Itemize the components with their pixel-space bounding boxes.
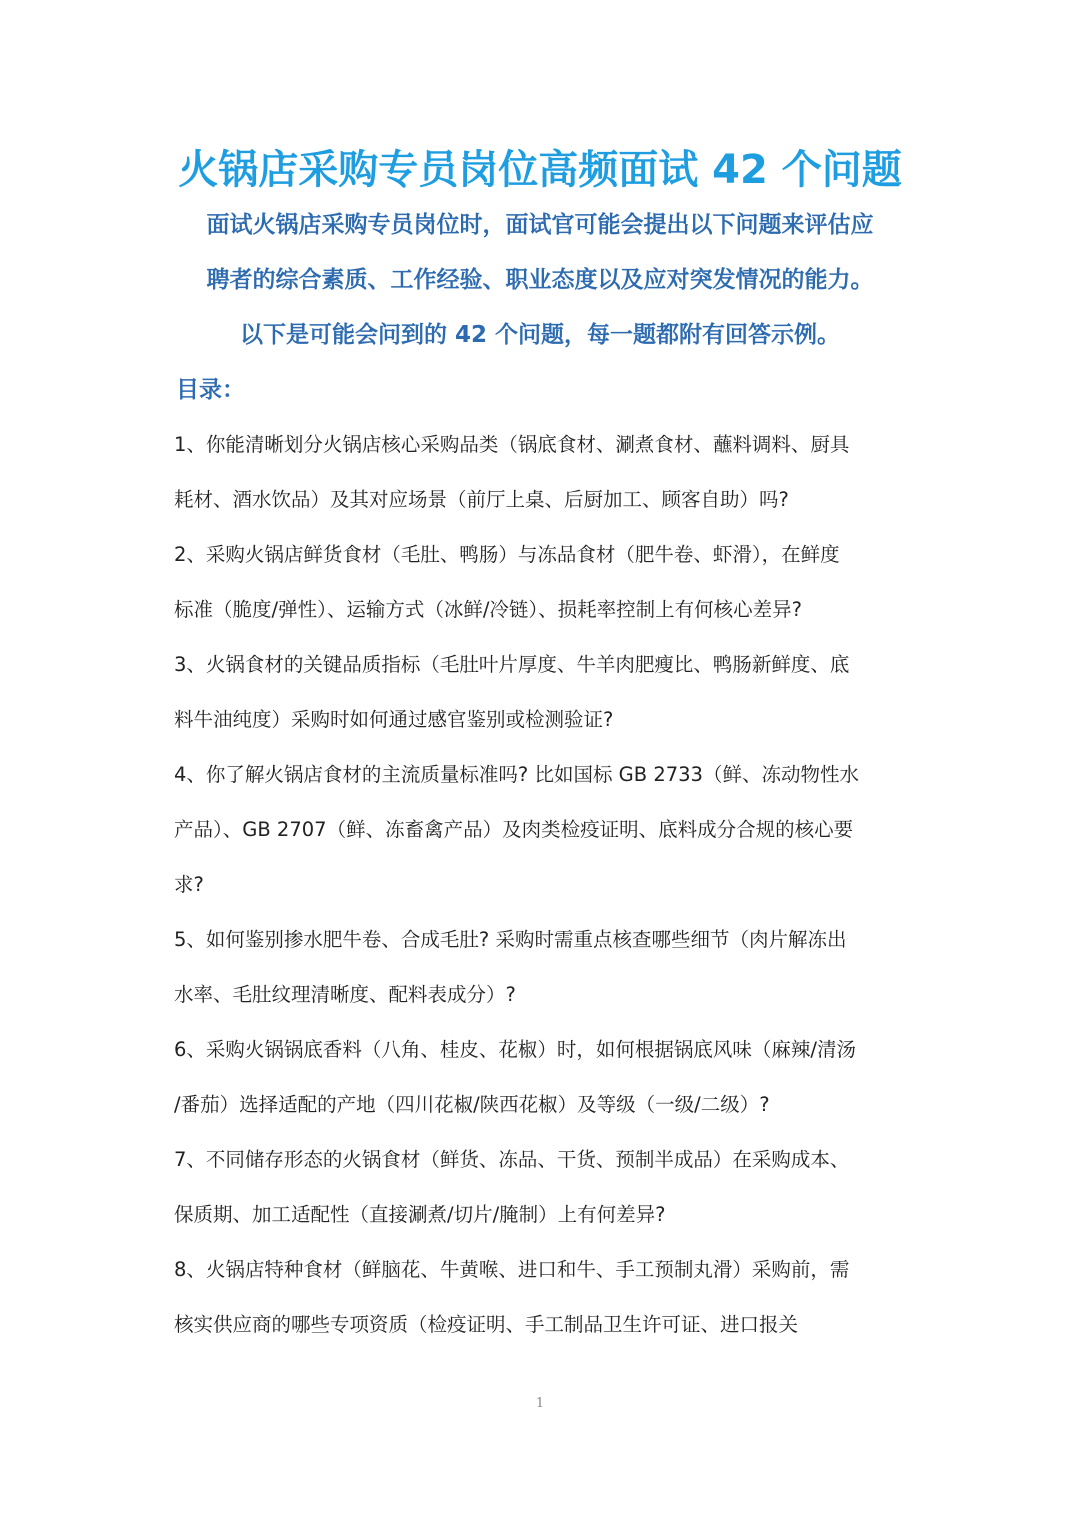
question-line: 保质期、加工适配性（直接涮煮/切片/腌制）上有何差异? [174, 1203, 666, 1226]
intro-line-2: 聘者的综合素质、工作经验、职业态度以及应对突发情况的能力。 [206, 267, 874, 293]
question-line: 核实供应商的哪些专项资质（检疫证明、手工制品卫生许可证、进口报关 [174, 1313, 799, 1336]
intro-line-1: 面试火锅店采购专员岗位时，面试官可能会提出以下问题来评估应 [206, 212, 874, 238]
question-line: 3、火锅食材的关键品质指标（毛肚叶片厚度、牛羊肉肥瘦比、鸭肠新鲜度、底 [174, 653, 850, 676]
question-line: 求? [174, 873, 204, 896]
question-line: 5、如何鉴别掺水肥牛卷、合成毛肚? 采购时需重点核查哪些细节（肉片解冻出 [174, 928, 847, 951]
question-line: 产品）、GB 2707（鲜、冻畜禽产品）及肉类检疫证明、底料成分合规的核心要 [174, 818, 854, 841]
question-line: 6、采购火锅锅底香料（八角、桂皮、花椒）时，如何根据锅底风味（麻辣/清汤 [174, 1038, 856, 1061]
question-line: 2、采购火锅店鲜货食材（毛肚、鸭肠）与冻品食材（肥牛卷、虾滑），在鲜度 [174, 543, 840, 566]
question-line: 标准（脆度/弹性）、运输方式（冰鲜/冷链）、损耗率控制上有何核心差异? [174, 598, 802, 621]
question-line: 4、你了解火锅店食材的主流质量标准吗? 比如国标 GB 2733（鲜、冻动物性水 [174, 763, 859, 786]
question-line: /番茄）选择适配的产地（四川花椒/陕西花椒）及等级（一级/二级）? [174, 1093, 770, 1116]
question-line: 8、火锅店特种食材（鲜脑花、牛黄喉、进口和牛、手工预制丸滑）采购前，需 [174, 1258, 850, 1281]
toc-heading: 目录： [176, 377, 245, 403]
page-number: 1 [535, 1396, 545, 1411]
intro-line-3: 以下是可能会问到的 42 个问题，每一题都附有回答示例。 [239, 322, 841, 348]
question-line: 水率、毛肚纹理清晰度、配料表成分）? [174, 983, 516, 1006]
document-title: 火锅店采购专员岗位高频面试 42 个问题 [178, 147, 902, 193]
question-line: 料牛油纯度）采购时如何通过感官鉴别或检测验证? [174, 708, 614, 731]
question-line: 7、不同储存形态的火锅食材（鲜货、冻品、干货、预制半成品）在采购成本、 [174, 1148, 850, 1171]
question-line: 1、你能清晰划分火锅店核心采购品类（锅底食材、涮煮食材、蘸料调料、厨具 [174, 433, 850, 456]
question-line: 耗材、酒水饮品）及其对应场景（前厅上桌、后厨加工、顾客自助）吗? [174, 488, 789, 511]
